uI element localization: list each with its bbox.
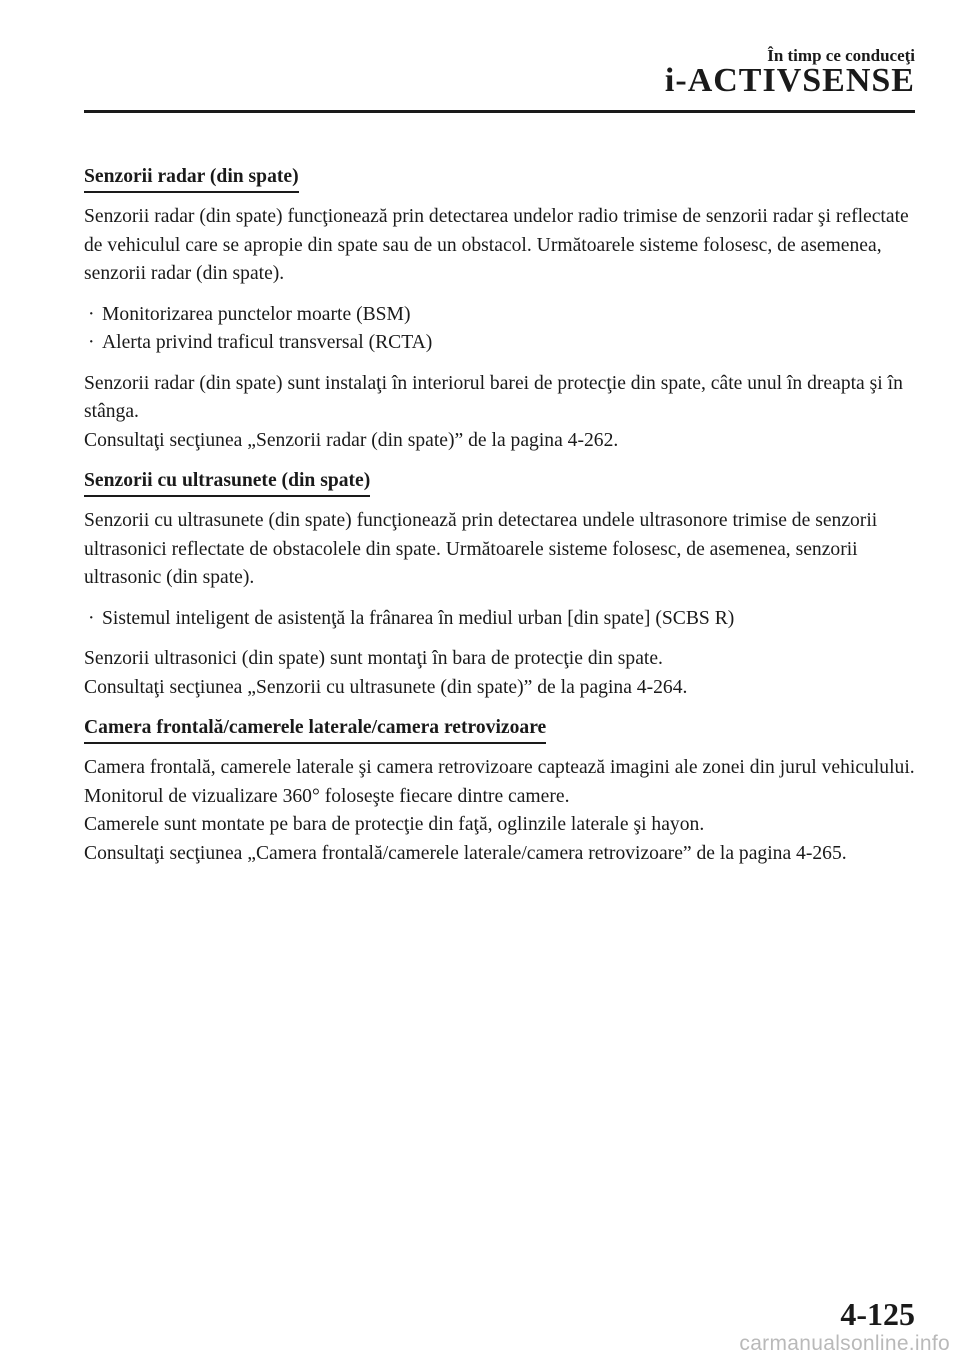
section-title: i-ACTIVSENSE [664,62,915,99]
section-heading: Camera frontală/camerele laterale/camera retrovizoare [84,715,546,744]
watermark: carmanualsonline.info [739,1332,950,1355]
section-ultrasonic-sensors [84,467,916,702]
cross-reference: Consultaţi secţiunea „Senzorii radar (din spate)” de la pagina 4-262. [84,429,619,451]
bullet-icon: · [88,607,95,629]
bullet-item: · Monitorizarea punctelor moarte (BSM) [84,301,916,330]
section-intro: Senzorii radar (din spate) funcţionează prin detectarea undelor radio trimise de senzorii radar şi reflectate de vehiculul care se apropie din spate sau de un obstacol. Următoarele sisteme folosesc, de asemenea, senzorii radar (din spate). [84,206,909,284]
cross-reference: Consultaţi secţiunea „Camera frontală/camerele laterale/camera retrovizoare” de la pagina 4-265. [84,842,847,864]
section-details [84,754,916,868]
chapter-title: În timp ce conduceţi [767,46,915,65]
bullet-item: · Sistemul inteligent de asistenţă la frânarea în mediul urban [din spate] (SCBS R) [84,605,916,634]
detail-text: Senzorii radar (din spate) sunt instalaţi în interiorul barei de protecţie din spate, câte unul în dreapta şi în stânga. [84,372,903,422]
detail-text: Camera frontală, camerele laterale şi camera retrovizoare captează imagini ale zonei din jurul vehiculului. Monitorul de vizualizare 360° foloseşte fiecare dintre camere. [84,757,915,807]
section-heading: Senzorii cu ultrasunete (din spate) [84,468,370,497]
bullet-icon: · [88,303,95,325]
section-radar-sensors [84,163,916,455]
header-divider [84,110,915,113]
bullet-list [84,301,916,358]
section-heading: Senzorii radar (din spate) [84,164,299,193]
page-number: 4-125 [840,1296,915,1332]
bullet-list [84,605,916,634]
bullet-icon: · [88,332,95,353]
section-details [84,645,916,702]
bullet-item: · Alerta privind traficul transversal (RCTA) [84,329,916,358]
section-intro: Senzorii cu ultrasunete (din spate) funcţionează prin detectarea undele ultrasonore trimise de senzorii ultrasonici reflectate de obstacolele din spate. Următoarele sisteme folosesc, de asemenea, senzorii ultrasonic (din spate). [84,510,878,588]
detail-text: Camerele sunt montate pe bara de protecţie din faţă, oglinzile laterale şi hayon. [84,814,705,835]
detail-text: Senzorii ultrasonici (din spate) sunt montaţi în bara de protecţie din spate. [84,648,663,669]
page-content [84,163,916,880]
section-cameras [84,714,916,868]
cross-reference: Consultaţi secţiunea „Senzorii cu ultrasunete (din spate)” de la pagina 4-264. [84,676,688,698]
page-header [0,0,960,115]
section-details [84,370,916,456]
